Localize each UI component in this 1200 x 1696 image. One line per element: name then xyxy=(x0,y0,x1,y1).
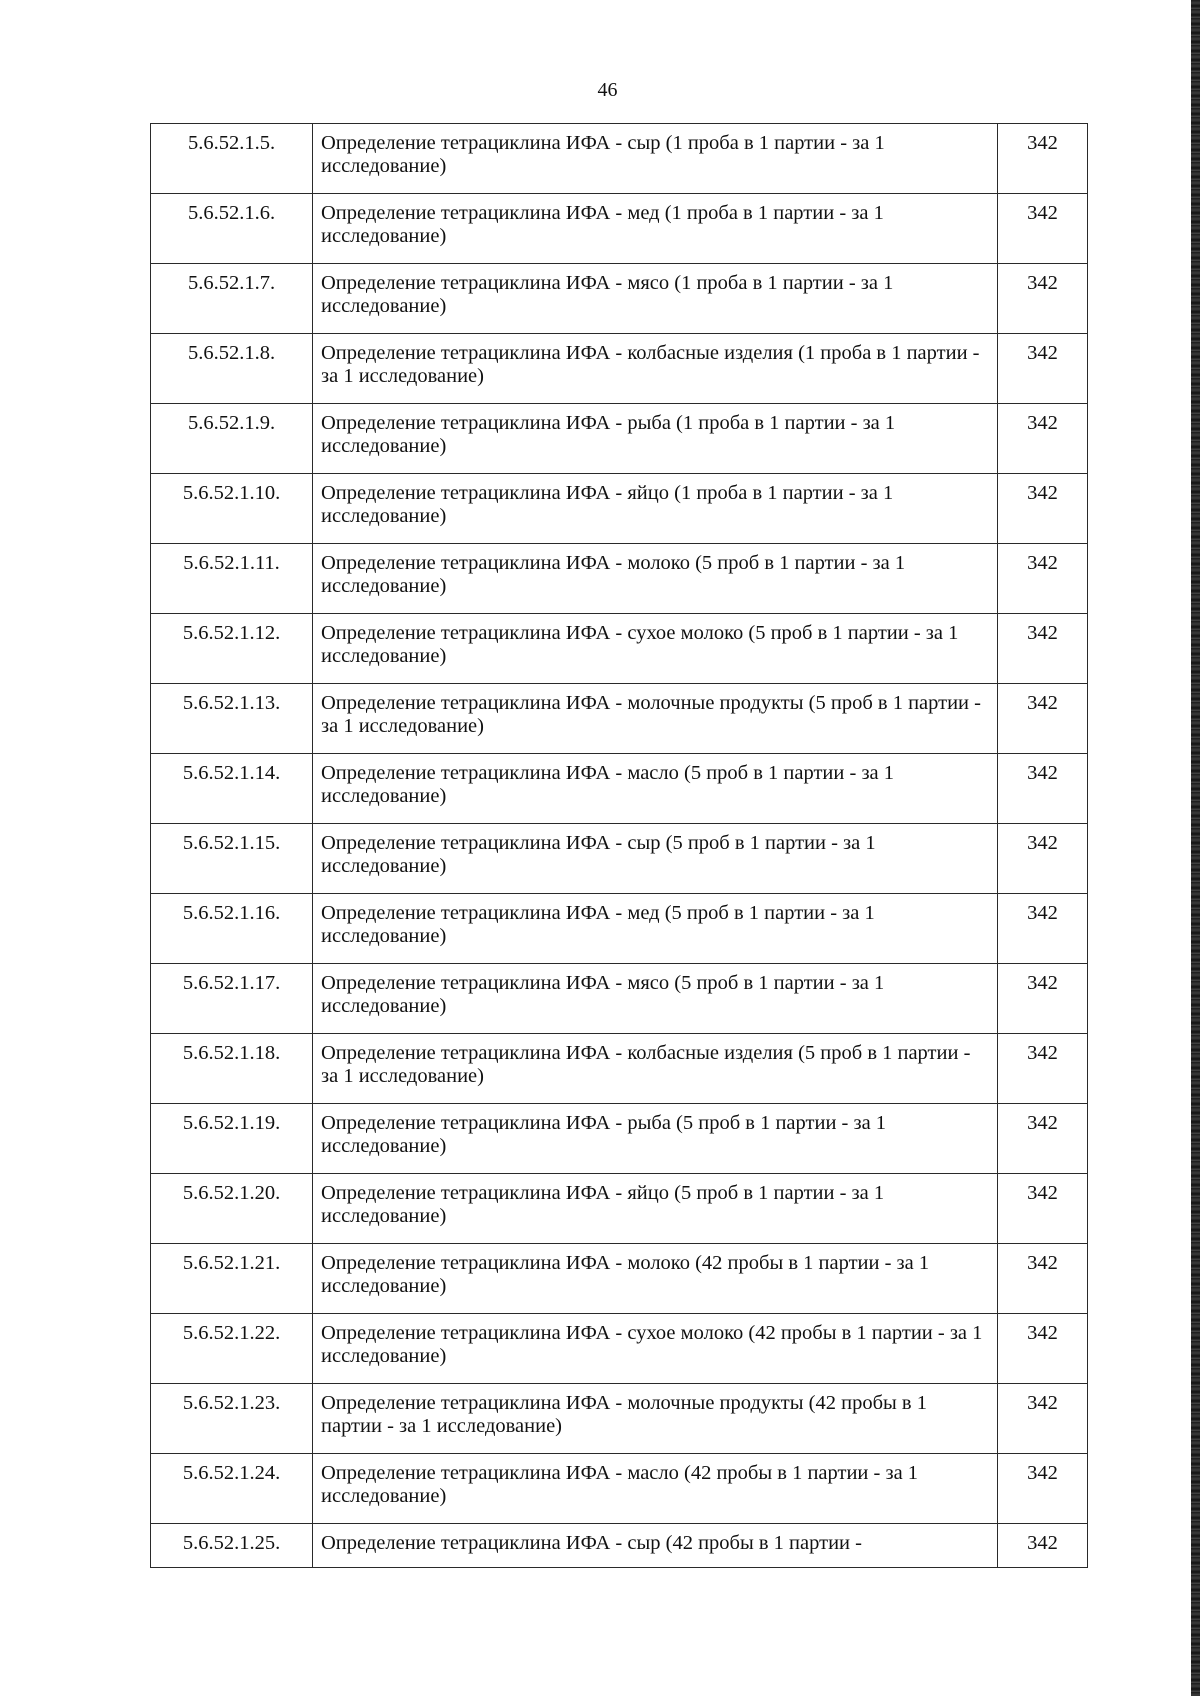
row-price: 342 xyxy=(998,1454,1088,1524)
row-price: 342 xyxy=(998,1034,1088,1104)
row-code: 5.6.52.1.10. xyxy=(151,474,313,544)
row-description: Определение тетрациклина ИФА - масло (5 проб в 1 партии - за 1 исследование) xyxy=(313,754,998,824)
price-table xyxy=(150,123,1088,1568)
table-row xyxy=(151,264,1088,334)
table-row xyxy=(151,1034,1088,1104)
table-row xyxy=(151,1104,1088,1174)
table-row xyxy=(151,824,1088,894)
row-price: 342 xyxy=(998,1314,1088,1384)
row-description: Определение тетрациклина ИФА - молоко (42 пробы в 1 партии - за 1 исследование) xyxy=(313,1244,998,1314)
row-description: Определение тетрациклина ИФА - мед (1 проба в 1 партии - за 1 исследование) xyxy=(313,194,998,264)
row-code: 5.6.52.1.16. xyxy=(151,894,313,964)
row-code: 5.6.52.1.15. xyxy=(151,824,313,894)
row-code: 5.6.52.1.12. xyxy=(151,614,313,684)
row-price: 342 xyxy=(998,544,1088,614)
row-description: Определение тетрациклина ИФА - рыба (5 проб в 1 партии - за 1 исследование) xyxy=(313,1104,998,1174)
row-code: 5.6.52.1.24. xyxy=(151,1454,313,1524)
row-code: 5.6.52.1.8. xyxy=(151,334,313,404)
table-row xyxy=(151,754,1088,824)
row-price: 342 xyxy=(998,1524,1088,1568)
row-code: 5.6.52.1.14. xyxy=(151,754,313,824)
row-description: Определение тетрациклина ИФА - молочные продукты (42 пробы в 1 партии - за 1 исследование) xyxy=(313,1384,998,1454)
table-row xyxy=(151,334,1088,404)
table-row xyxy=(151,684,1088,754)
table-row xyxy=(151,1174,1088,1244)
row-code: 5.6.52.1.20. xyxy=(151,1174,313,1244)
row-description: Определение тетрациклина ИФА - колбасные изделия (5 проб в 1 партии - за 1 исследование) xyxy=(313,1034,998,1104)
row-code: 5.6.52.1.21. xyxy=(151,1244,313,1314)
table-row xyxy=(151,544,1088,614)
row-code: 5.6.52.1.5. xyxy=(151,124,313,194)
row-description: Определение тетрациклина ИФА - сыр (1 проба в 1 партии - за 1 исследование) xyxy=(313,124,998,194)
row-description: Определение тетрациклина ИФА - мясо (1 проба в 1 партии - за 1 исследование) xyxy=(313,264,998,334)
row-price: 342 xyxy=(998,1244,1088,1314)
row-price: 342 xyxy=(998,194,1088,264)
price-table-body xyxy=(151,124,1088,1568)
row-description: Определение тетрациклина ИФА - масло (42 пробы в 1 партии - за 1 исследование) xyxy=(313,1454,998,1524)
table-row xyxy=(151,474,1088,544)
row-price: 342 xyxy=(998,894,1088,964)
table-row xyxy=(151,1244,1088,1314)
table-row xyxy=(151,1384,1088,1454)
row-code: 5.6.52.1.11. xyxy=(151,544,313,614)
table-row xyxy=(151,964,1088,1034)
row-price: 342 xyxy=(998,754,1088,824)
row-price: 342 xyxy=(998,404,1088,474)
row-price: 342 xyxy=(998,1104,1088,1174)
row-code: 5.6.52.1.6. xyxy=(151,194,313,264)
row-code: 5.6.52.1.9. xyxy=(151,404,313,474)
row-price: 342 xyxy=(998,334,1088,404)
table-row xyxy=(151,894,1088,964)
row-price: 342 xyxy=(998,614,1088,684)
row-description: Определение тетрациклина ИФА - сухое молоко (42 пробы в 1 партии - за 1 исследование) xyxy=(313,1314,998,1384)
row-price: 342 xyxy=(998,824,1088,894)
row-description: Определение тетрациклина ИФА - яйцо (1 проба в 1 партии - за 1 исследование) xyxy=(313,474,998,544)
row-code: 5.6.52.1.22. xyxy=(151,1314,313,1384)
row-description: Определение тетрациклина ИФА - сухое молоко (5 проб в 1 партии - за 1 исследование) xyxy=(313,614,998,684)
row-description: Определение тетрациклина ИФА - сыр (42 пробы в 1 партии - xyxy=(313,1524,998,1568)
row-price: 342 xyxy=(998,264,1088,334)
row-code: 5.6.52.1.19. xyxy=(151,1104,313,1174)
row-description: Определение тетрациклина ИФА - рыба (1 проба в 1 партии - за 1 исследование) xyxy=(313,404,998,474)
row-code: 5.6.52.1.17. xyxy=(151,964,313,1034)
row-description: Определение тетрациклина ИФА - мясо (5 проб в 1 партии - за 1 исследование) xyxy=(313,964,998,1034)
row-code: 5.6.52.1.7. xyxy=(151,264,313,334)
row-price: 342 xyxy=(998,1174,1088,1244)
row-code: 5.6.52.1.25. xyxy=(151,1524,313,1568)
row-code: 5.6.52.1.23. xyxy=(151,1384,313,1454)
scan-edge xyxy=(1191,0,1200,1696)
table-row xyxy=(151,1524,1088,1568)
row-code: 5.6.52.1.18. xyxy=(151,1034,313,1104)
row-description: Определение тетрациклина ИФА - мед (5 проб в 1 партии - за 1 исследование) xyxy=(313,894,998,964)
row-description: Определение тетрациклина ИФА - молочные продукты (5 проб в 1 партии - за 1 исследование) xyxy=(313,684,998,754)
row-price: 342 xyxy=(998,964,1088,1034)
row-description: Определение тетрациклина ИФА - яйцо (5 проб в 1 партии - за 1 исследование) xyxy=(313,1174,998,1244)
row-code: 5.6.52.1.13. xyxy=(151,684,313,754)
table-row xyxy=(151,404,1088,474)
row-price: 342 xyxy=(998,474,1088,544)
table-row xyxy=(151,194,1088,264)
row-price: 342 xyxy=(998,1384,1088,1454)
row-description: Определение тетрациклина ИФА - сыр (5 проб в 1 партии - за 1 исследование) xyxy=(313,824,998,894)
row-price: 342 xyxy=(998,684,1088,754)
table-row xyxy=(151,1454,1088,1524)
table-row xyxy=(151,1314,1088,1384)
page-number: 46 xyxy=(597,79,618,101)
table-row xyxy=(151,124,1088,194)
row-description: Определение тетрациклина ИФА - колбасные изделия (1 проба в 1 партии - за 1 исследование) xyxy=(313,334,998,404)
table-row xyxy=(151,614,1088,684)
row-price: 342 xyxy=(998,124,1088,194)
row-description: Определение тетрациклина ИФА - молоко (5 проб в 1 партии - за 1 исследование) xyxy=(313,544,998,614)
